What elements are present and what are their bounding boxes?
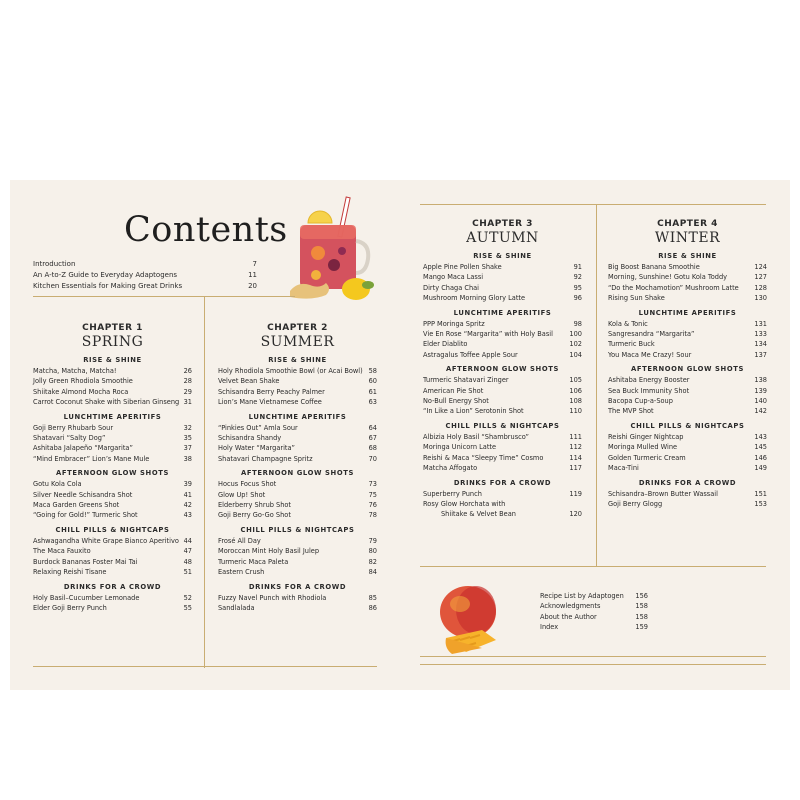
list-item: Carrot Coconut Shake with Siberian Ginseng 31 [33,398,192,407]
list-item: Kitchen Essentials for Making Great Drinks 20 [33,282,257,290]
section-heading: AFTERNOON GLOW SHOTS [56,469,169,478]
section-heading: CHILL PILLS & NIGHTCAPS [445,421,560,430]
section-heading: LUNCHTIME APERITIFS [638,308,737,317]
list-item: Shatavari “Salty Dog” 35 [33,434,192,443]
mid-rule [420,566,766,567]
list-item: Moringa Mulled Wine 145 [608,443,767,452]
list-item: Goji Berry Go-Go Shot 78 [218,511,377,520]
list-item: Maca-Tini 149 [608,464,767,473]
list-item: Recipe List by Adaptogen 156 [540,592,648,600]
chapter-label: CHAPTER 2 [267,323,328,333]
list-item: Relaxing Reishi Tisane 51 [33,568,192,577]
chapter-winter [608,219,767,509]
list-item: Burdock Bananas Foster Mai Tai 48 [33,557,192,566]
list-item: Eastern Crush 84 [218,568,377,577]
section-heading: RISE & SHINE [268,356,327,364]
intro-list [33,259,257,292]
top-rule [420,204,766,205]
list-item: “In Like a Lion” Serotonin Shot 110 [423,407,582,416]
list-item: The Maca Fauxito 47 [33,547,192,556]
list-item: Mango Maca Lassi 92 [423,273,582,282]
list-item: Ashitaba Energy Booster 138 [608,376,767,385]
section-heading: LUNCHTIME APERITIFS [248,412,347,421]
list-item: Superberry Punch 119 [423,489,582,498]
list-item: Kola & Tonic 131 [608,319,767,328]
list-item: Fuzzy Navel Punch with Rhodiola 85 [218,593,377,602]
list-item: Matcha Affogato 117 [423,464,582,473]
section-heading: CHILL PILLS & NIGHTCAPS [240,525,355,534]
list-item: Elder Diablito 102 [423,340,582,349]
chapter-label: CHAPTER 1 [82,323,143,333]
section-heading: LUNCHTIME APERITIFS [453,308,552,317]
section-heading: DRINKS FOR A CROWD [453,478,552,487]
list-item: Elderberry Shrub Shot 76 [218,501,377,510]
list-item: Ashitaba Jalapeño “Margarita” 37 [33,444,192,453]
section-heading: RISE & SHINE [83,356,142,364]
list-item: Jolly Green Rhodiola Smoothie 28 [33,377,192,386]
list-item: PPP Moringa Spritz 98 [423,319,582,328]
list-item: Matcha, Matcha, Matcha! 26 [33,367,192,375]
list-item: “Mind Embracer” Lion’s Mane Mule 38 [33,454,192,463]
list-item: American Pie Shot 106 [423,386,582,395]
list-item: About the Author 158 [540,612,648,621]
chapter-name: SPRING [81,334,144,350]
list-item: Index 159 [540,623,648,632]
list-item: Schisandra Berry Peachy Palmer 61 [218,387,377,396]
list-item: Bacopa Cup-a-Soup 140 [608,397,767,406]
list-item: Reishi & Maca “Sleepy Time” Cosmo 114 [423,453,582,462]
list-item: Gotu Kola Cola 39 [33,480,192,489]
list-item: Shiitake & Velvet Bean 120 [441,510,582,519]
list-item: Mushroom Morning Glory Latte 96 [423,294,582,303]
list-item: You Maca Me Crazy! Sour 137 [608,350,767,359]
list-item: Vie En Rose “Margarita” with Holy Basil 100 [423,330,582,339]
list-item: Holy Basil–Cucumber Lemonade 52 [33,593,192,602]
list-item: Rising Sun Shake 130 [608,294,767,303]
list-item: Rosy Glow Horchata with [423,499,506,508]
list-item: Moroccan Mint Holy Basil Julep 80 [218,547,377,556]
list-item: “Going for Gold!” Turmeric Shot 43 [33,511,192,520]
chapter-name: AUTUMN [466,230,539,246]
list-item: Hocus Focus Shot 73 [218,480,377,489]
right-divider [596,204,597,566]
list-item: Turmeric Buck 134 [608,340,767,349]
bottom-rule [33,666,377,667]
list-item: Dirty Chaga Chai 95 [423,283,582,292]
section-heading: DRINKS FOR A CROWD [63,582,162,591]
chapter-spring [33,323,192,613]
list-item: Big Boost Banana Smoothie 124 [608,263,767,271]
chapter-summer [218,323,377,613]
left-divider [204,296,205,668]
list-item: “Pinkies Out” Amla Sour 64 [218,423,377,432]
list-item: Shiitake Almond Mocha Roca 29 [33,387,192,396]
list-item: “Do the Mochamotion” Mushroom Latte 128 [608,283,767,292]
list-item: Albizia Holy Basil “Shambrusco” 111 [423,432,582,441]
chapter-label: CHAPTER 3 [472,219,533,229]
list-item: Morning, Sunshine! Gotu Kola Toddy 127 [608,273,767,282]
chapter-label: CHAPTER 4 [657,219,718,229]
section-heading: DRINKS FOR A CROWD [248,582,347,591]
list-item: No-Bull Energy Shot 108 [423,397,582,406]
list-item: Goji Berry Glogg 153 [608,499,767,508]
list-item: Turmeric Maca Paleta 82 [218,557,377,566]
list-item: Golden Turmeric Cream 146 [608,453,767,462]
list-item: Frosé All Day 79 [218,536,377,545]
list-item: Schisandra Shandy 67 [218,434,377,443]
section-heading: AFTERNOON GLOW SHOTS [631,365,744,374]
back-matter-list [540,591,648,633]
page-title: Contents [124,210,288,250]
list-item: Acknowledgments 158 [540,602,648,611]
list-item: Moringa Unicorn Latte 112 [423,443,582,452]
list-item: Turmeric Shatavari Zinger 105 [423,376,582,385]
drink-illustration [286,195,378,305]
list-item: Goji Berry Rhubarb Sour 32 [33,423,192,432]
list-item: Lion’s Mane Vietnamese Coffee 63 [218,398,377,407]
bottom-rule-right-1 [420,656,766,657]
list-item: Sandlalada 86 [218,603,377,612]
list-item: Ashwagandha White Grape Bianco Aperitivo 44 [33,536,192,545]
section-heading: CHILL PILLS & NIGHTCAPS [55,525,170,534]
list-item: Schisandra–Brown Butter Wassail 151 [608,489,767,498]
list-item: Holy Water “Margarita” 68 [218,444,377,453]
list-item: The MVP Shot 142 [608,407,767,416]
section-heading: RISE & SHINE [473,252,532,260]
section-heading: CHILL PILLS & NIGHTCAPS [630,421,745,430]
list-item: Reishi Ginger Nightcap 143 [608,432,767,441]
mango-illustration [420,580,520,662]
section-heading: RISE & SHINE [658,252,717,260]
chapter-autumn [423,219,582,520]
chapter-name: SUMMER [260,334,335,350]
list-item: Astragalus Toffee Apple Sour 104 [423,350,582,359]
list-item: Glow Up! Shot 75 [218,490,377,499]
list-item: Maca Garden Greens Shot 42 [33,501,192,510]
list-item: Apple Pine Pollen Shake 91 [423,263,582,271]
list-item: Elder Goji Berry Punch 55 [33,603,192,612]
section-heading: AFTERNOON GLOW SHOTS [241,469,354,478]
list-item: Introduction 7 [33,260,257,268]
chapter-name: WINTER [654,230,721,246]
section-heading: DRINKS FOR A CROWD [638,478,737,487]
list-item: Sea Buck Immunity Shot 139 [608,386,767,395]
list-item: An A-to-Z Guide to Everyday Adaptogens 11 [33,271,257,279]
list-item: Silver Needle Schisandra Shot 41 [33,490,192,499]
list-item: Sangresandra “Margarita” 133 [608,330,767,339]
list-item: Velvet Bean Shake 60 [218,377,377,386]
bottom-rule-right-2 [420,664,766,665]
list-item: Holy Rhodiola Smoothie Bowl (or Acai Bowl) 58 [218,367,377,375]
section-heading: LUNCHTIME APERITIFS [63,412,162,421]
list-item: Shatavari Champagne Spritz 70 [218,454,377,463]
intro-rule [33,296,295,297]
section-heading: AFTERNOON GLOW SHOTS [446,365,559,374]
